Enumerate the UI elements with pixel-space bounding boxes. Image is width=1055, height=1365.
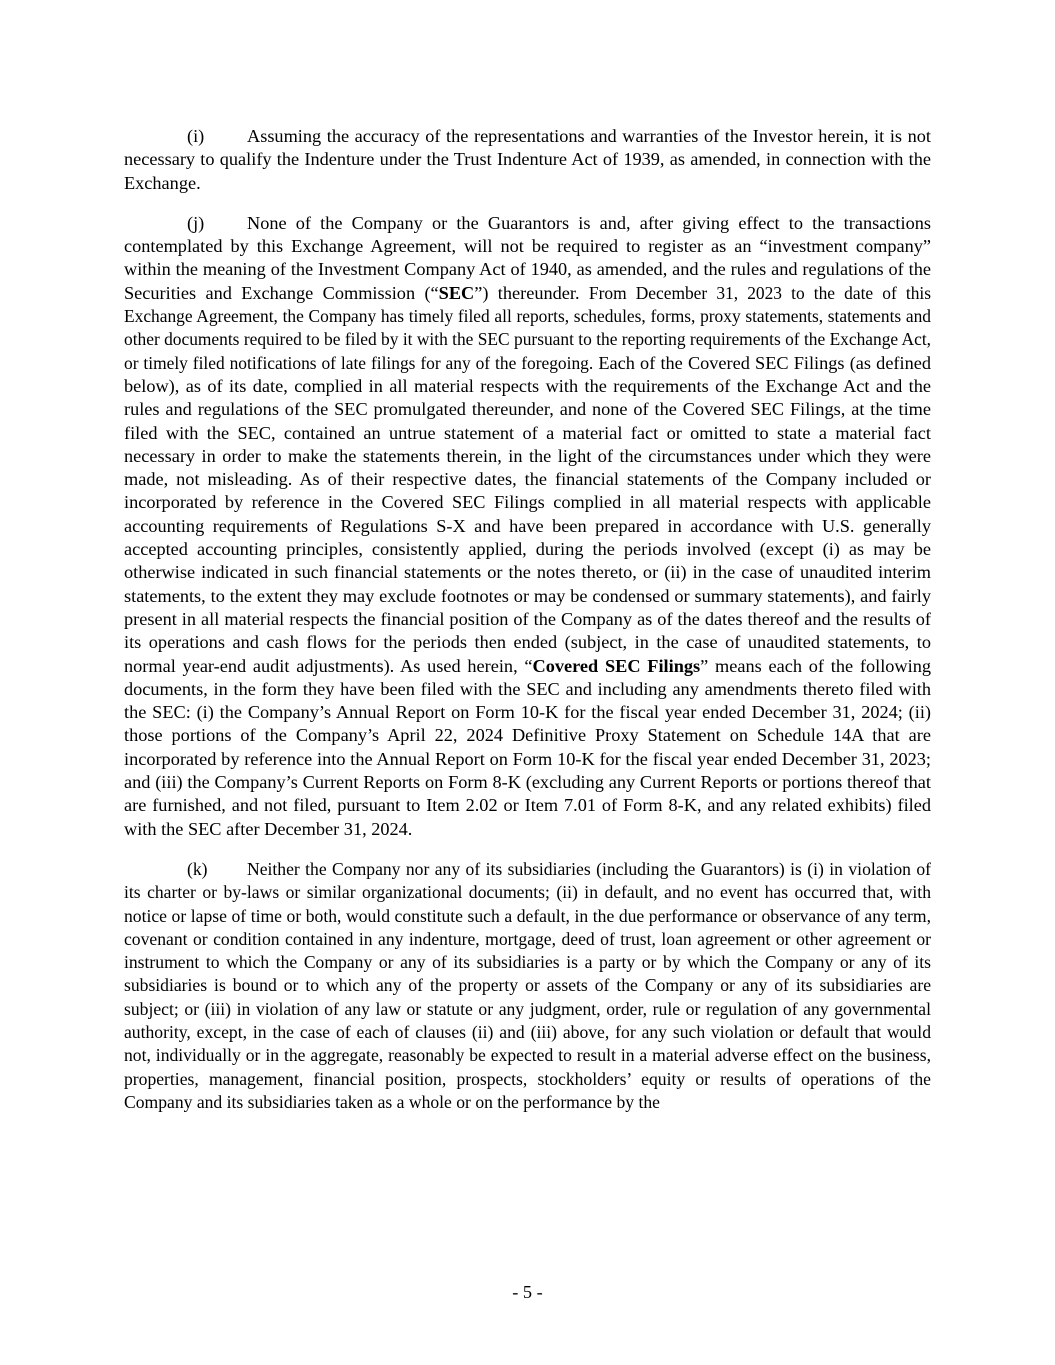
paragraph-number: (i) — [187, 126, 205, 146]
paragraph-i — [124, 125, 931, 195]
paragraph-text: Neither the Company nor any of its subsidiaries (including the Guarantors) is (i) in violation of its charter or by-laws or similar organizational documents; (ii) in default, and no event has occurred that, with notice or lapse of time or both, would constitute such a default, in the due performance or observance of any term, covenant or condition contained in any indenture, mortgage, deed of trust, loan agreement or other agreement or instrument to which the Company or any of its subsidiaries is a party or by which the Company or any of its subsidiaries is bound or to which any of the property or assets of the Company or any of its subsidiaries are subject; or (iii) in violation of any law or statute or any judgment, order, rule or regulation of any governmental authority, except, in the case of each of clauses (ii) and (iii) above, for any such violation or default that would not, individually or in the aggregate, reasonably be expected to result in a material adverse effect on the business, properties, management, financial position, prospects, stockholders’ equity or results of operations of the Company and its subsidiaries taken as a whole or on the performance by the — [124, 858, 931, 1112]
paragraph-text: From December 31, 2023 to the date of this Exchange Agreement, the Company has timely filed all reports, schedules, forms, proxy statements, statements and other documents required to be filed by it with the SEC pursuant to the reporting requirements of the Exchange Act, or timely filed notifications of late filings for any of the foregoing. — [124, 282, 932, 373]
page-number: - 5 - — [512, 1282, 543, 1302]
paragraph-text: Assuming the accuracy of the representations and warranties of the Investor herein, it is not necessary to qualify the Indenture under the Trust Indenture Act of 1939, as amended, in connection with the Exchange. — [124, 126, 931, 193]
document-body — [124, 125, 931, 1131]
paragraph-number: (k) — [187, 858, 208, 879]
paragraph-k — [124, 858, 931, 1114]
paragraph-text: ”) thereunder. — [474, 282, 580, 303]
paragraph-number: (j) — [187, 212, 205, 233]
paragraph-j — [124, 212, 931, 841]
paragraph-text: Each of the Covered SEC Filings (as defined below), as of its date, complied in all material respects with the requirements of the Exchange Act and the rules and regulations of the SEC promulgated thereunder, and none of the Covered SEC Filings, at the time filed with the SEC, contained an untrue statement of a material fact or omitted to state a material fact necessary in order to make the statements therein, in the light of the circumstances under which they were made, not misleading. As of their respective dates, the financial statements of the Company included or incorporated by reference in the Covered SEC Filings complied in all material respects with applicable accounting requirements of Regulations S-X and have been prepared in accordance with U.S. generally accepted accounting principles, consistently applied, during the periods involved (except (i) as may be otherwise indicated in such financial statements or the notes thereto, or (ii) in the case of unaudited interim statements, to the extent they may exclude footnotes or may be condensed or summary statements), and fairly present in all material respects the financial position of the Company as of the dates thereof and the results of its operations and cash flows for the periods then ended (subject, in the case of unaudited statements, to normal year-end audit adjustments). As used herein, “ — [124, 352, 931, 676]
paragraph-text: None of the Company or the Guarantors is and, after giving effect to the transactions contemplated by this Exchange Agreement, will not be required to register as an “investment company” within the meaning of the Investment Company Act of 1940, as amended, and the rules and regulations of the Securities and Exchange Commission (“ — [124, 212, 931, 303]
paragraph-text: ” means each of the following documents, in the form they have been filed with the SEC and including any amendments thereto filed with the SEC: (i) the Company’s Annual Report on Form 10-K for the fiscal year ended December 31, 2024; (ii) those portions of the Company’s April 22, 2024 Definitive Proxy Statement on Schedule 14A that are incorporated by reference into the Annual Report on Form 10-K for the fiscal year ended December 31, 2023; and (iii) the Company’s Current Reports on Form 8-K (excluding any Current Reports or portions thereof that are furnished, and not filed, pursuant to Item 2.02 or Item 7.01 of Form 8-K, and any related exhibits) filed with the SEC after December 31, 2024. — [124, 655, 931, 839]
defined-term-covered-sec-filings: Covered SEC Filings — [532, 655, 701, 676]
defined-term-sec: SEC — [438, 282, 475, 303]
